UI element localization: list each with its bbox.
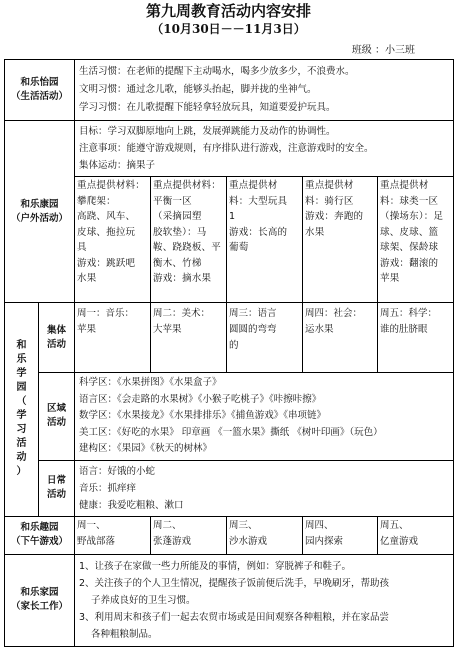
outdoor-day-tue: 重点提供材料：平衡一区 （采摘园塑 胶软垫）：马 鞍、跷跷板、平 衡木、竹梯 游戏：摘水果 [151,177,227,303]
area-item: 建构区：《果园》《秋天的树林》 [79,443,213,454]
afternoon-day-fri: 周五、 亿童游戏 [378,516,454,554]
outdoor-goal: 目标：学习双脚原地向上跳，发展弹跳能力及动作的协调性。 [79,126,336,137]
area-activity-header: 区域 活动 [39,373,75,461]
daily-content [75,460,454,516]
outdoor-notice: 注意事项：能遵守游戏规则，有序排队进行游戏，注意游戏时的安全。 [79,143,374,154]
outdoor-day-wed: 重点提供材 料：大型玩具 1 游戏：长高的 葡萄 [227,177,303,303]
group-day-thu: 周四：社会： 运水果 [303,303,378,373]
parents-item: 3、利用周末和孩子们一起去农贸市场或是田间观察各种粗粮，并在家品尝 [79,611,390,623]
outdoor-day-fri: 重点提供材 料：球类一区 （操场东）：足 球、皮球、篮 球架、保龄球 游戏：翻滚的 苹果 [378,177,454,303]
outdoor-goals [75,121,454,177]
page-title: 第九周教育活动内容安排 [145,2,311,20]
life-item: 文明习惯：通过念儿歌，能够头抬起，脚并拢的坐神气。 [79,84,317,95]
learning-group-row [5,303,454,373]
parents-item: 各种粗粮制品。 [91,628,158,640]
schedule-table [4,59,454,647]
afternoon-day-thu: 周四、 园内探索 [303,516,378,554]
life-item: 学习习惯：在儿歌提醒下能轻拿轻放玩具，知道要爱护玩具。 [79,102,336,113]
learning-header: 和 乐 学 园 （ 学 习 活 动 ） [5,303,39,517]
life-content [75,60,454,121]
parents-item: 2、关注孩子的个人卫生情况，提醒孩子饭前便后洗手，早晚刷牙，帮助孩 [79,577,390,589]
group-activity-header: 集体 活动 [39,303,75,373]
parents-item: 子养成良好的卫生习惯。 [91,594,196,606]
area-content [75,373,454,461]
life-header: 和乐怡园 （生活活动） [5,60,75,121]
afternoon-day-tue: 周二、 张蓬游戏 [151,516,227,554]
parents-content [75,554,454,646]
daily-item: 健康：我爱吃粗粮、漱口 [79,499,184,511]
area-item: 美工区：《好吃的水果》 印章画 《一篮水果》撕纸 《树叶印画》（玩色） [79,426,383,438]
outdoor-group-sport: 集体运动：摘果子 [79,160,156,171]
outdoor-header: 和乐康园 （户外活动） [5,121,75,303]
date-range: （10月30日－－11月3日） [151,22,306,36]
outdoor-goals-row [5,121,454,177]
parents-header: 和乐家园 （家长工作） [5,554,75,646]
daily-item: 语言：好饿的小蛇 [79,465,156,477]
afternoon-day-mon: 周一、 野战部落 [75,516,151,554]
afternoon-day-wed: 周三、 沙水游戏 [227,516,303,554]
learning-daily-row [5,460,454,516]
daily-item: 音乐：抓痒痒 [79,482,137,494]
area-item: 数学区：《水果接龙》《水果排排乐》《捕鱼游戏》《串项链》 [79,410,327,421]
group-day-wed: 周三：语言 圆圆的弯弯 的 [227,303,303,373]
area-item: 科学区：《水果拼图》《水果盒子》 [79,377,222,388]
life-item: 生活习惯：在老师的提醒下主动喝水，喝多少放多少，不浪费水。 [79,66,355,77]
group-day-fri: 周五：科学： 谁的肚脐眼 [378,303,454,373]
outdoor-day-mon: 重点提供材料：攀爬架： 高跷、风车、 皮球、拖拉玩 具 游戏：跳跃吧 水果 [75,177,151,303]
class-info: 班级 ：小三班 [351,45,415,56]
parents-item: 1、让孩子在家做一些力所能及的事情，例如：穿脱裤子和鞋子。 [79,560,352,572]
afternoon-row [5,516,454,554]
afternoon-header: 和乐趣园 （下午游戏） [5,516,75,554]
parents-row [5,554,454,646]
group-day-mon: 周一：音乐： 苹果 [75,303,151,373]
area-item: 语言区：《会走路的水果树》《小猴子吃桃子》《咔擦咔擦》 [79,393,322,405]
group-day-tue: 周二：美术： 大苹果 [151,303,227,373]
daily-activity-header: 日常 活动 [39,460,75,516]
learning-area-row [5,373,454,461]
outdoor-day-thu: 重点提供材 料：骑行区 游戏：奔跑的 水果 [303,177,378,303]
life-row [5,60,454,121]
